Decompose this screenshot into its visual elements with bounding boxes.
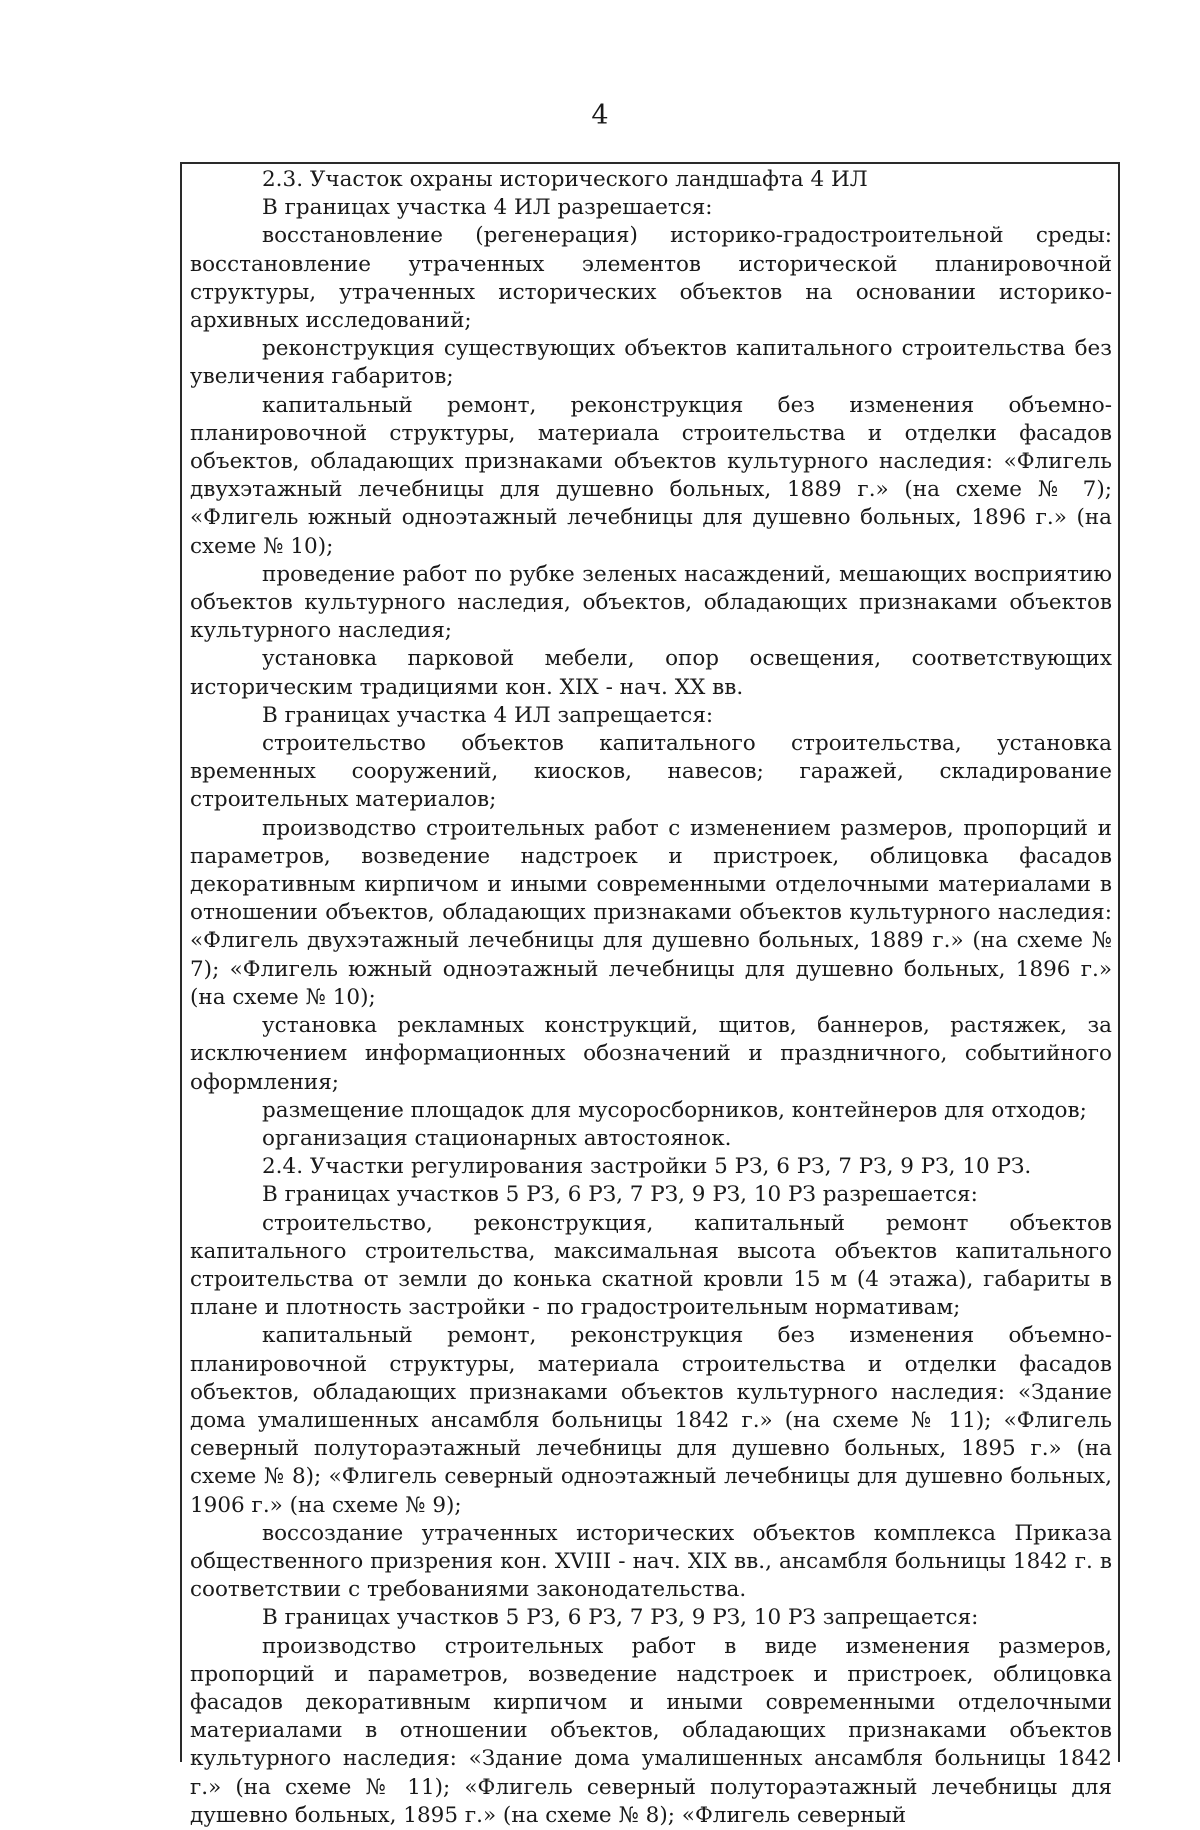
paragraph: восстановление (регенерация) историко-градостроительной среды: восстановление утраченных элементов исторической планировочной структуры, утраченных исторических объектов на основании историко-архивных исследований; [190, 223, 1112, 334]
paragraph: капитальный ремонт, реконструкция без изменения объемно-планировочной структуры, материала строительства и отделки фасадов объектов, обладающих признаками объектов культурного наследия: «Флигель двухэтажный лечебницы для душевно больных, 1889 г.» (на схеме № 7); «Флигель южный одноэтажный лечебницы для душевно больных, 1896 г.» (на схеме № 10); [190, 392, 1112, 559]
paragraph: строительство, реконструкция, капитальный ремонт объектов капитального строительства, максимальная высота объектов капитального строительства от земли до конька скатной кровли 15 м (4 этажа), габариты в плане и плотность застройки - по градостроительным нормативам; [190, 1210, 1112, 1321]
paragraph: проведение работ по рубке зеленых насаждений, мешающих восприятию объектов культурного наследия, объектов, обладающих признаками объектов культурного наследия; [190, 561, 1112, 644]
paragraph: производство строительных работ в виде изменения размеров, пропорций и параметров, возведение надстроек и пристроек, облицовка фасадов декоративным кирпичом и иными современными отделочными материалами в отношении объектов, обладающих признаками объектов культурного наследия: «Здание дома умалишенных ансамбля больницы 1842 г.» (на схеме № 11); «Флигель северный полутораэтажный лечебницы для душевно больных, 1895 г.» (на схеме № 8); «Флигель северный [190, 1633, 1112, 1828]
paragraph: размещение площадок для мусоросборников, контейнеров для отходов; [262, 1097, 1087, 1123]
prohibited-heading-4il: В границах участка 4 ИЛ запрещается: [262, 702, 714, 728]
prohibited-heading-rz: В границах участков 5 РЗ, 6 РЗ, 7 РЗ, 9 РЗ, 10 РЗ запрещается: [262, 1605, 979, 1631]
document-body [190, 166, 1112, 1830]
paragraph: установка парковой мебели, опор освещения, соответствующих историческим традициями кон. XIX - нач. XX вв. [190, 646, 1112, 700]
paragraph: организация стационарных автостоянок. [262, 1125, 732, 1151]
permitted-heading-rz: В границах участков 5 РЗ, 6 РЗ, 7 РЗ, 9 РЗ, 10 РЗ разрешается: [262, 1182, 978, 1208]
paragraph: реконструкция существующих объектов капитального строительства без увеличения габаритов; [190, 336, 1112, 390]
paragraph: строительство объектов капитального строительства, установка временных сооружений, киосков, навесов; гаражей, складирование строительных материалов; [190, 731, 1112, 813]
paragraph: капитальный ремонт, реконструкция без изменения объемно-планировочной структуры, материала строительства и отделки фасадов объектов, обладающих признаками объектов культурного наследия: «Здание дома умалишенных ансамбля больницы 1842 г.» (на схеме № 11); «Флигель северный полутораэтажный лечебницы для душевно больных, 1895 г.» (на схеме № 8); «Флигель северный одноэтажный лечебницы для душевно больных, 1906 г.» (на схеме № 9); [190, 1323, 1112, 1518]
section-heading-2-4: 2.4. Участки регулирования застройки 5 РЗ, 6 РЗ, 7 РЗ, 9 РЗ, 10 РЗ. [262, 1154, 1032, 1180]
section-heading-2-3: 2.3. Участок охраны исторического ландшафта 4 ИЛ [262, 167, 868, 192]
paragraph: установка рекламных конструкций, щитов, баннеров, растяжек, за исключением информационных обозначений и праздничного, событийного оформления; [190, 1013, 1112, 1095]
paragraph: производство строительных работ с изменением размеров, пропорций и параметров, возведение надстроек и пристроек, облицовка фасадов декоративным кирпичом и иными современными отделочными материалами в отношении объектов, обладающих признаками объектов культурного наследия: «Флигель двухэтажный лечебницы для душевно больных, 1889 г.» (на схеме № 7); «Флигель южный одноэтажный лечебницы для душевно больных, 1896 г.» (на схеме № 10); [190, 815, 1112, 1010]
page-number: 4 [591, 100, 609, 131]
permitted-heading-4il: В границах участка 4 ИЛ разрешается: [262, 195, 713, 221]
paragraph: воссоздание утраченных исторических объектов комплекса Приказа общественного призрения кон. XVIII - нач. XIX вв., ансамбля больницы 1842 г. в соответствии с требованиями законодательства. [190, 1520, 1112, 1603]
